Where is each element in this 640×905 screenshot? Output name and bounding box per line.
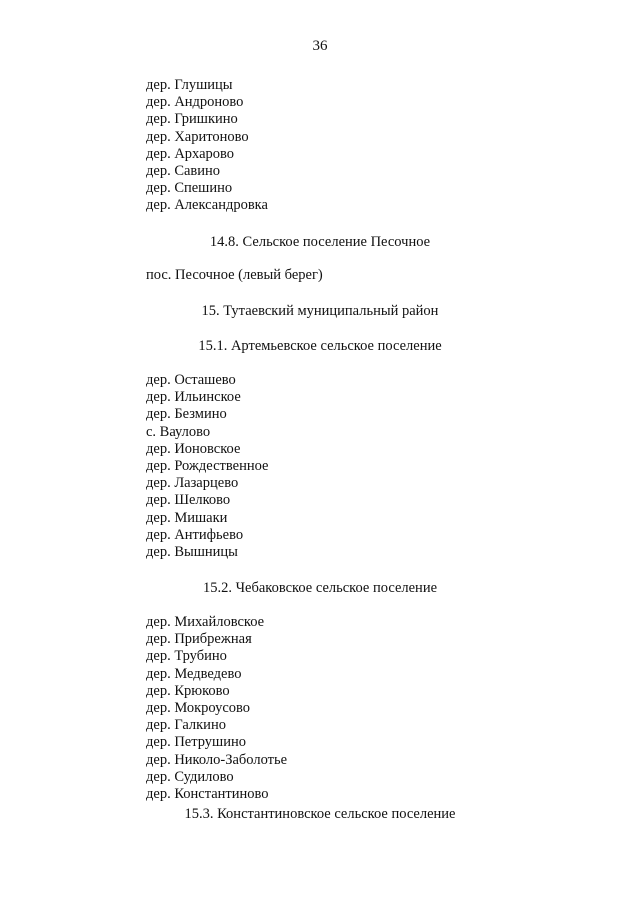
settlement-item: дер. Мишаки [146,509,228,526]
settlement-item: дер. Николо-Заболотье [146,751,288,768]
settlement-item: дер. Судилово [146,768,234,785]
settlement-list-14-8 [146,267,323,284]
settlement-item: дер. Мокроусово [146,700,251,717]
settlement-item: дер. Вышницы [146,544,238,561]
settlement-item: дер. Михайловское [146,614,265,630]
settlement-item: дер. Глушицы [146,77,233,93]
settlement-list-15-2 [146,614,287,803]
section-heading-14-8: 14.8. Сельское поселение Песочное [209,234,431,250]
settlement-item: дер. Антифьево [146,526,244,543]
settlement-item: дер. Савино [146,163,221,180]
settlement-item: дер. Лазарцево [146,475,239,492]
settlement-item: дер. Спешино [146,180,233,197]
settlement-item: дер. Гришкино [146,111,238,128]
section-heading-15-1: 15.1. Артемьевское сельское поселение [198,338,442,354]
settlement-item: дер. Крюково [146,682,230,699]
settlement-item: дер. Петрушино [146,734,246,751]
section-heading-15-3: 15.3. Константиновское сельское поселение [184,806,456,822]
settlement-item: дер. Медведево [146,665,242,682]
settlement-item: дер. Харитоново [146,128,249,145]
settlement-item: дер. Осташево [146,372,236,388]
settlement-item: дер. Андроново [146,94,244,111]
page-number: 36 [312,38,328,54]
settlement-item: дер. Константиново [146,786,269,803]
settlement-list-14-7 [146,77,268,215]
settlement-item: дер. Шелково [146,492,231,509]
settlement-item: дер. Прибрежная [146,631,252,648]
settlement-item: дер. Александровка [146,197,268,214]
settlement-item: пос. Песочное (левый берег) [146,267,323,283]
settlement-list-15-1 [146,372,268,561]
settlement-item: дер. Галкино [146,717,226,734]
section-heading-15-2: 15.2. Чебаковское сельское поселение [202,580,438,596]
settlement-item: с. Ваулово [146,423,211,440]
settlement-item: дер. Ильинское [146,389,241,406]
settlement-item: дер. Ионовское [146,440,241,457]
section-heading-15: 15. Тутаевский муниципальный район [201,303,439,319]
settlement-item: дер. Трубино [146,648,227,665]
settlement-item: дер. Рождественное [146,458,269,475]
settlement-item: дер. Безмино [146,406,227,423]
settlement-item: дер. Архарово [146,145,235,162]
